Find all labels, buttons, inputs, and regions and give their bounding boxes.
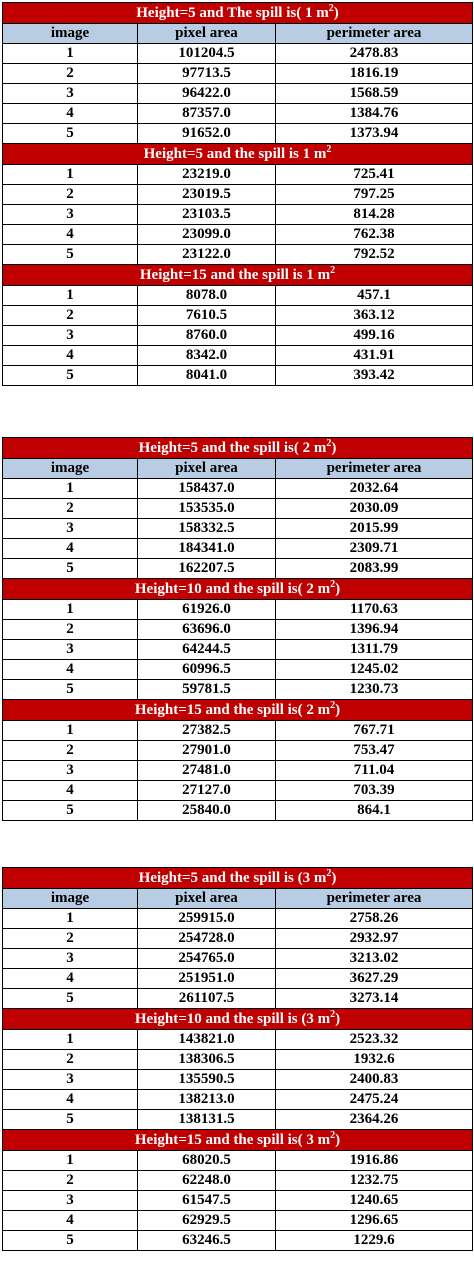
section-title-suffix: ) <box>335 702 341 718</box>
perimeter-area-cell: 2400.83 <box>276 1070 473 1090</box>
perimeter-area-cell: 1932.6 <box>276 1050 473 1070</box>
pixel-area-cell: 27127.0 <box>138 781 276 801</box>
pixel-area-cell: 138306.5 <box>138 1050 276 1070</box>
image-cell: 5 <box>3 680 138 700</box>
table-row <box>3 326 473 346</box>
section-title-prefix: Height=5 and the spill is( <box>138 440 299 456</box>
pixel-area-cell: 68020.5 <box>138 1151 276 1171</box>
table-row <box>3 225 473 245</box>
section-title-sup: 2 <box>330 1009 336 1020</box>
image-cell: 5 <box>3 1231 138 1251</box>
perimeter-area-cell: 3213.02 <box>276 949 473 969</box>
section-title-sup: 2 <box>330 1130 336 1141</box>
perimeter-area-cell: 1568.59 <box>276 84 473 104</box>
perimeter-area-cell: 2309.71 <box>276 539 473 559</box>
image-cell: 2 <box>3 620 138 640</box>
perimeter-area-cell: 2032.64 <box>276 479 473 499</box>
column-header-perimeter-area: perimeter area <box>276 24 473 44</box>
table-row <box>3 499 473 519</box>
column-header-image: image <box>3 889 138 909</box>
section-title-prefix: Height=5 and The spill is( <box>136 5 302 21</box>
image-cell: 4 <box>3 539 138 559</box>
section-title-prefix: Height=5 and the spill is <box>143 146 303 162</box>
section-title-suffix: ) <box>335 1011 341 1027</box>
image-cell: 5 <box>3 366 138 386</box>
perimeter-area-cell: 725.41 <box>276 165 473 185</box>
perimeter-area-cell: 457.1 <box>276 286 473 306</box>
table-row <box>3 949 473 969</box>
pixel-area-cell: 7610.5 <box>138 306 276 326</box>
image-cell: 1 <box>3 909 138 929</box>
perimeter-area-cell: 3627.29 <box>276 969 473 989</box>
section-title-sup: 2 <box>326 868 332 879</box>
column-header-row <box>3 889 473 909</box>
section-title-prefix: Height=10 and the spill is( <box>134 581 303 597</box>
section-title-prefix: Height=10 and the spill is <box>134 1011 302 1027</box>
section-title <box>3 1130 473 1151</box>
section-title-row <box>3 579 473 600</box>
perimeter-area-cell: 762.38 <box>276 225 473 245</box>
section-title-value: 2 m <box>302 702 331 718</box>
image-cell: 5 <box>3 801 138 821</box>
section-title-sup: 2 <box>330 700 336 711</box>
pixel-area-cell: 138131.5 <box>138 1110 276 1130</box>
pixel-area-cell: 61926.0 <box>138 600 276 620</box>
perimeter-area-cell: 797.25 <box>276 185 473 205</box>
section-title-value: 3 m <box>302 1132 331 1148</box>
table-row <box>3 104 473 124</box>
image-cell: 3 <box>3 1070 138 1090</box>
pixel-area-cell: 60996.5 <box>138 660 276 680</box>
section-title-sup: 2 <box>326 438 332 449</box>
table-row <box>3 1030 473 1050</box>
perimeter-area-cell: 2083.99 <box>276 559 473 579</box>
perimeter-area-cell: 1229.6 <box>276 1231 473 1251</box>
pixel-area-cell: 61547.5 <box>138 1191 276 1211</box>
pixel-area-cell: 23099.0 <box>138 225 276 245</box>
image-cell: 1 <box>3 721 138 741</box>
pixel-area-cell: 27481.0 <box>138 761 276 781</box>
pixel-area-cell: 259915.0 <box>138 909 276 929</box>
section-title-prefix: Height=15 and the spill is( <box>134 702 303 718</box>
perimeter-area-cell: 1916.86 <box>276 1151 473 1171</box>
section-title-row <box>3 438 473 459</box>
section-title-sup: 2 <box>330 579 336 590</box>
image-cell: 4 <box>3 1211 138 1231</box>
pixel-area-cell: 254728.0 <box>138 929 276 949</box>
section-title-prefix: Height=15 and the spill is( <box>134 1132 303 1148</box>
perimeter-area-cell: 1245.02 <box>276 660 473 680</box>
image-cell: 5 <box>3 124 138 144</box>
image-cell: 4 <box>3 781 138 801</box>
data-table <box>2 867 473 1251</box>
perimeter-area-cell: 431.91 <box>276 346 473 366</box>
column-header-pixel-area: pixel area <box>138 459 276 479</box>
table-row <box>3 1050 473 1070</box>
perimeter-area-cell: 753.47 <box>276 741 473 761</box>
image-cell: 5 <box>3 1110 138 1130</box>
table-row <box>3 660 473 680</box>
column-header-perimeter-area: perimeter area <box>276 459 473 479</box>
section-title-suffix: ) <box>335 1132 341 1148</box>
column-header-pixel-area: pixel area <box>138 24 276 44</box>
pixel-area-cell: 101204.5 <box>138 44 276 64</box>
perimeter-area-cell: 1170.63 <box>276 600 473 620</box>
table-row <box>3 680 473 700</box>
table-row <box>3 801 473 821</box>
image-cell: 2 <box>3 1050 138 1070</box>
data-table <box>2 2 473 386</box>
pixel-area-cell: 261107.5 <box>138 989 276 1009</box>
section-title <box>3 1009 473 1030</box>
image-cell: 1 <box>3 165 138 185</box>
image-cell: 4 <box>3 660 138 680</box>
table-row <box>3 929 473 949</box>
section-title-prefix: Height=5 and the spill is <box>138 870 298 886</box>
image-cell: 4 <box>3 969 138 989</box>
pixel-area-cell: 23103.5 <box>138 205 276 225</box>
image-cell: 4 <box>3 104 138 124</box>
image-cell: 2 <box>3 306 138 326</box>
section-title-suffix: ) <box>333 5 339 21</box>
data-table <box>2 437 473 821</box>
table-row <box>3 306 473 326</box>
perimeter-area-cell: 703.39 <box>276 781 473 801</box>
table-row <box>3 539 473 559</box>
table-row <box>3 286 473 306</box>
image-cell: 2 <box>3 1171 138 1191</box>
column-header-image: image <box>3 24 138 44</box>
perimeter-area-cell: 2523.32 <box>276 1030 473 1050</box>
image-cell: 3 <box>3 326 138 346</box>
image-cell: 3 <box>3 640 138 660</box>
perimeter-area-cell: 814.28 <box>276 205 473 225</box>
image-cell: 5 <box>3 559 138 579</box>
perimeter-area-cell: 2932.97 <box>276 929 473 949</box>
perimeter-area-cell: 1384.76 <box>276 104 473 124</box>
section-title-value: 2 m <box>302 581 331 597</box>
table-row <box>3 781 473 801</box>
pixel-area-cell: 91652.0 <box>138 124 276 144</box>
table-row <box>3 1110 473 1130</box>
pixel-area-cell: 254765.0 <box>138 949 276 969</box>
pixel-area-cell: 96422.0 <box>138 84 276 104</box>
column-header-image: image <box>3 459 138 479</box>
pixel-area-cell: 8078.0 <box>138 286 276 306</box>
perimeter-area-cell: 1311.79 <box>276 640 473 660</box>
pixel-area-cell: 63246.5 <box>138 1231 276 1251</box>
perimeter-area-cell: 2030.09 <box>276 499 473 519</box>
section-title-value: (3 m <box>297 870 327 886</box>
image-cell: 3 <box>3 84 138 104</box>
image-cell: 1 <box>3 286 138 306</box>
perimeter-area-cell: 393.42 <box>276 366 473 386</box>
section-title-row <box>3 265 473 286</box>
image-cell: 4 <box>3 225 138 245</box>
section-title-row <box>3 868 473 889</box>
image-cell: 3 <box>3 1191 138 1211</box>
section-title-sup: 2 <box>330 265 336 276</box>
column-header-perimeter-area: perimeter area <box>276 889 473 909</box>
perimeter-area-cell: 864.1 <box>276 801 473 821</box>
image-cell: 1 <box>3 479 138 499</box>
table-row <box>3 1090 473 1110</box>
section-title-row <box>3 1130 473 1151</box>
pixel-area-cell: 143821.0 <box>138 1030 276 1050</box>
pixel-area-cell: 97713.5 <box>138 64 276 84</box>
pixel-area-cell: 62929.5 <box>138 1211 276 1231</box>
image-cell: 1 <box>3 44 138 64</box>
table-row <box>3 366 473 386</box>
table-row <box>3 1211 473 1231</box>
section-title <box>3 700 473 721</box>
table-row <box>3 969 473 989</box>
pixel-area-cell: 184341.0 <box>138 539 276 559</box>
section-title-row <box>3 144 473 165</box>
table-row <box>3 1231 473 1251</box>
table-row <box>3 559 473 579</box>
table-row <box>3 165 473 185</box>
column-header-pixel-area: pixel area <box>138 889 276 909</box>
section-title <box>3 579 473 600</box>
table-row <box>3 479 473 499</box>
table-group-3m <box>2 867 472 1251</box>
pixel-area-cell: 23019.5 <box>138 185 276 205</box>
section-title <box>3 438 473 459</box>
image-cell: 3 <box>3 205 138 225</box>
section-title-value: (3 m <box>301 1011 331 1027</box>
section-title-row <box>3 1009 473 1030</box>
table-row <box>3 245 473 265</box>
perimeter-area-cell: 2364.26 <box>276 1110 473 1130</box>
table-group-2m <box>2 437 472 821</box>
table-row <box>3 124 473 144</box>
pixel-area-cell: 158437.0 <box>138 479 276 499</box>
pixel-area-cell: 64244.5 <box>138 640 276 660</box>
pixel-area-cell: 63696.0 <box>138 620 276 640</box>
table-row <box>3 1070 473 1090</box>
table-row <box>3 600 473 620</box>
column-header-row <box>3 24 473 44</box>
perimeter-area-cell: 711.04 <box>276 761 473 781</box>
table-row <box>3 620 473 640</box>
table-row <box>3 1151 473 1171</box>
section-title-suffix: ) <box>335 581 341 597</box>
table-row <box>3 44 473 64</box>
table-row <box>3 519 473 539</box>
image-cell: 3 <box>3 519 138 539</box>
section-title-sup: 2 <box>326 144 332 155</box>
perimeter-area-cell: 1396.94 <box>276 620 473 640</box>
image-cell: 2 <box>3 185 138 205</box>
pixel-area-cell: 251951.0 <box>138 969 276 989</box>
table-row <box>3 1191 473 1211</box>
perimeter-area-cell: 1296.65 <box>276 1211 473 1231</box>
image-cell: 2 <box>3 929 138 949</box>
table-row <box>3 640 473 660</box>
section-title-row <box>3 3 473 24</box>
perimeter-area-cell: 1240.65 <box>276 1191 473 1211</box>
table-row <box>3 909 473 929</box>
pixel-area-cell: 153535.0 <box>138 499 276 519</box>
section-title <box>3 3 473 24</box>
pixel-area-cell: 8041.0 <box>138 366 276 386</box>
image-cell: 5 <box>3 245 138 265</box>
pixel-area-cell: 27382.5 <box>138 721 276 741</box>
perimeter-area-cell: 2478.83 <box>276 44 473 64</box>
table-row <box>3 721 473 741</box>
image-cell: 4 <box>3 346 138 366</box>
image-cell: 5 <box>3 989 138 1009</box>
perimeter-area-cell: 499.16 <box>276 326 473 346</box>
section-title-row <box>3 700 473 721</box>
perimeter-area-cell: 3273.14 <box>276 989 473 1009</box>
perimeter-area-cell: 363.12 <box>276 306 473 326</box>
image-cell: 2 <box>3 741 138 761</box>
table-row <box>3 205 473 225</box>
image-cell: 3 <box>3 761 138 781</box>
section-title-suffix: ) <box>331 440 337 456</box>
pixel-area-cell: 138213.0 <box>138 1090 276 1110</box>
perimeter-area-cell: 767.71 <box>276 721 473 741</box>
table-row <box>3 1171 473 1191</box>
pixel-area-cell: 25840.0 <box>138 801 276 821</box>
pixel-area-cell: 62248.0 <box>138 1171 276 1191</box>
table-row <box>3 989 473 1009</box>
image-cell: 3 <box>3 949 138 969</box>
image-cell: 2 <box>3 64 138 84</box>
image-cell: 1 <box>3 1151 138 1171</box>
table-row <box>3 84 473 104</box>
table-row <box>3 346 473 366</box>
column-header-row <box>3 459 473 479</box>
image-cell: 4 <box>3 1090 138 1110</box>
pixel-area-cell: 87357.0 <box>138 104 276 124</box>
section-title <box>3 868 473 889</box>
perimeter-area-cell: 2015.99 <box>276 519 473 539</box>
image-cell: 1 <box>3 1030 138 1050</box>
table-group-1m <box>2 2 472 386</box>
perimeter-area-cell: 1373.94 <box>276 124 473 144</box>
pixel-area-cell: 162207.5 <box>138 559 276 579</box>
table-row <box>3 64 473 84</box>
table-row <box>3 185 473 205</box>
perimeter-area-cell: 1816.19 <box>276 64 473 84</box>
image-cell: 2 <box>3 499 138 519</box>
pixel-area-cell: 135590.5 <box>138 1070 276 1090</box>
table-row <box>3 761 473 781</box>
perimeter-area-cell: 2475.24 <box>276 1090 473 1110</box>
pixel-area-cell: 59781.5 <box>138 680 276 700</box>
perimeter-area-cell: 2758.26 <box>276 909 473 929</box>
pixel-area-cell: 158332.5 <box>138 519 276 539</box>
table-row <box>3 741 473 761</box>
section-title <box>3 144 473 165</box>
perimeter-area-cell: 792.52 <box>276 245 473 265</box>
section-title-prefix: Height=15 and the spill is <box>139 267 307 283</box>
image-cell: 1 <box>3 600 138 620</box>
pixel-area-cell: 8342.0 <box>138 346 276 366</box>
section-title-value: 1 m <box>301 5 329 21</box>
pixel-area-cell: 27901.0 <box>138 741 276 761</box>
perimeter-area-cell: 1232.75 <box>276 1171 473 1191</box>
section-title-sup: 2 <box>328 3 334 14</box>
section-title-value: 1 m <box>302 146 327 162</box>
pixel-area-cell: 8760.0 <box>138 326 276 346</box>
section-title-suffix: ) <box>331 870 337 886</box>
section-title-value: 2 m <box>298 440 327 456</box>
pixel-area-cell: 23219.0 <box>138 165 276 185</box>
pixel-area-cell: 23122.0 <box>138 245 276 265</box>
perimeter-area-cell: 1230.73 <box>276 680 473 700</box>
section-title-value: 1 m <box>306 267 331 283</box>
section-title <box>3 265 473 286</box>
